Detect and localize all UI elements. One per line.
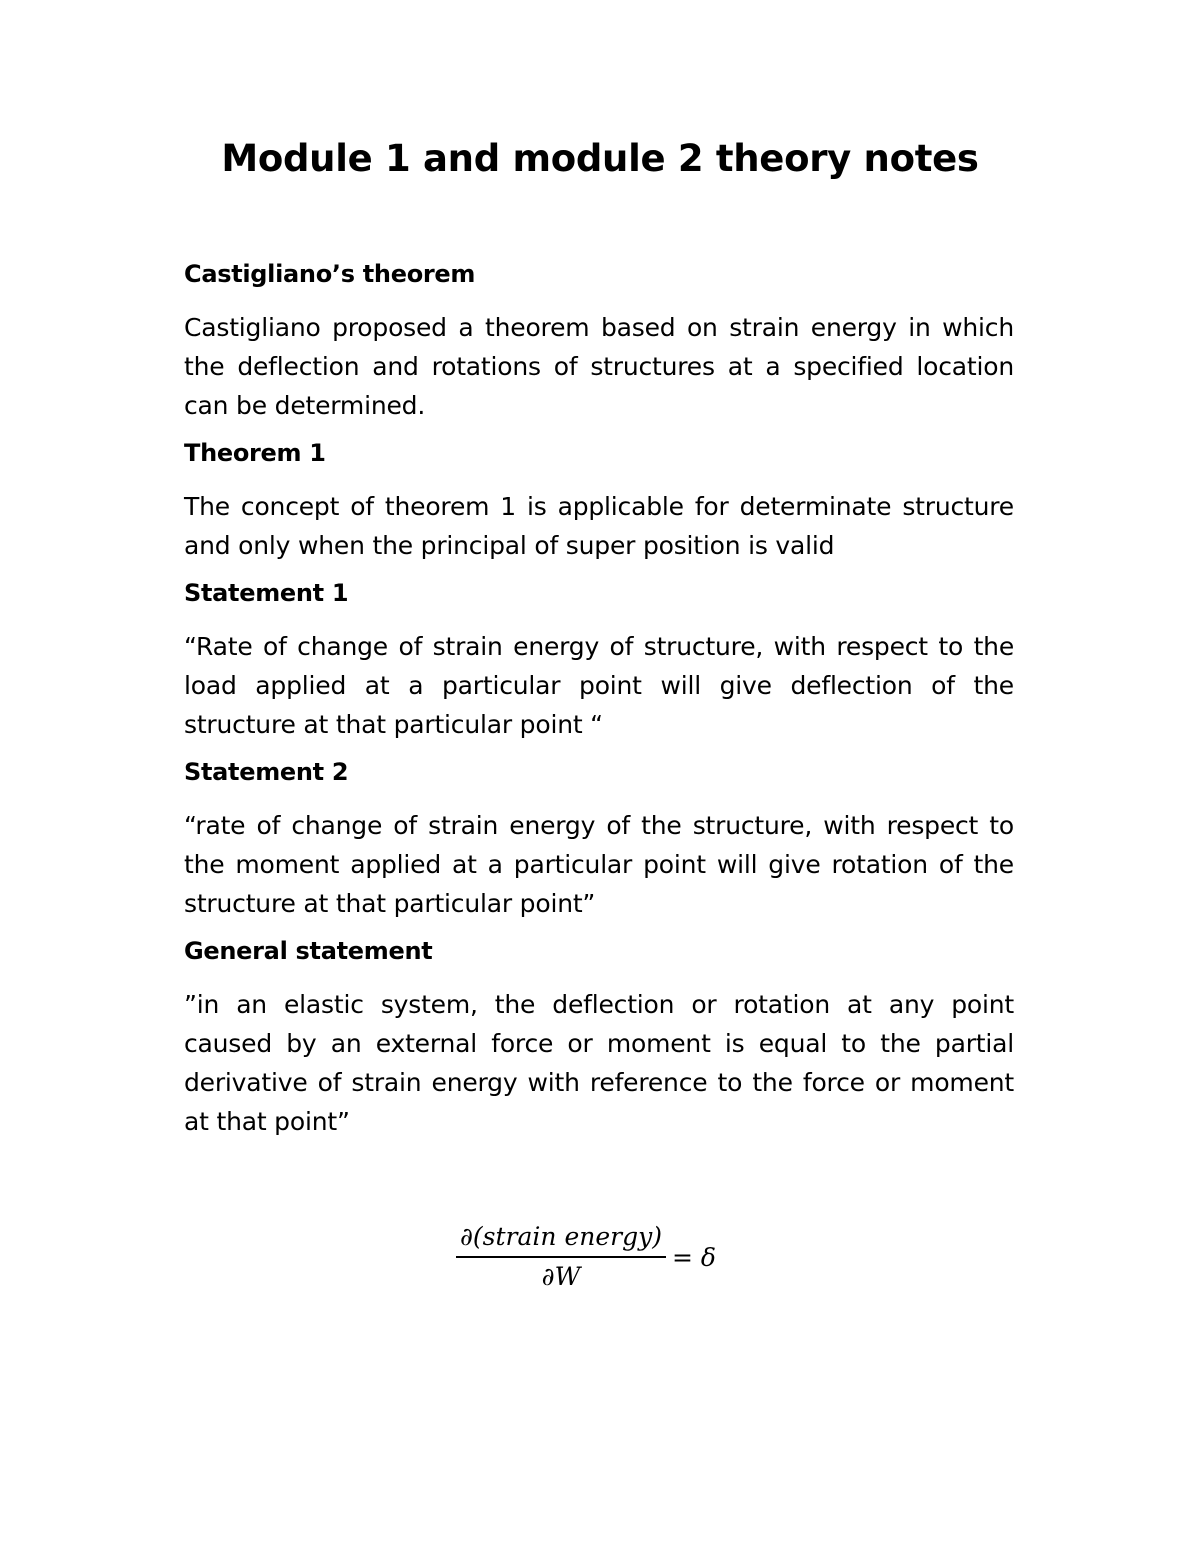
section-text-statement-2: “rate of change of strain energy of the structure, with respect to the moment applied at a particular point will give rotation of the structure at that particular point” <box>184 811 1014 918</box>
formula-rhs: = δ <box>671 1242 716 1272</box>
section-text-general-statement: ”in an elastic system, the deflection or rotation at any point caused by an external force or moment is equal to the partial derivative of strain energy with reference to the force or moment at that point” <box>184 990 1014 1136</box>
section-heading-statement-2: Statement 2 <box>184 758 349 786</box>
section-text-theorem-1: The concept of theorem 1 is applicable for determinate structure and only when the principal of super position is valid <box>184 492 1014 560</box>
formula-numerator: ∂(strain energy) <box>456 1222 666 1258</box>
section-heading-castigliano: Castigliano’s theorem <box>184 260 476 288</box>
section-text-statement-1: “Rate of change of strain energy of structure, with respect to the load applied at a particular point will give deflection of the structure at that particular point “ <box>184 632 1014 739</box>
section-heading-statement-1: Statement 1 <box>184 579 349 607</box>
page-title: Module 1 and module 2 theory notes <box>221 137 979 180</box>
formula-fraction <box>456 1222 666 1292</box>
section-heading-general-statement: General statement <box>184 937 433 965</box>
formula-denominator: ∂W <box>541 1262 581 1291</box>
castigliano-formula <box>456 1222 716 1292</box>
document-body <box>184 256 1014 1151</box>
section-heading-theorem-1: Theorem 1 <box>184 439 326 467</box>
section-text-castigliano: Castigliano proposed a theorem based on strain energy in which the deflection and rotations of structures at a specified location can be determined. <box>184 313 1014 420</box>
